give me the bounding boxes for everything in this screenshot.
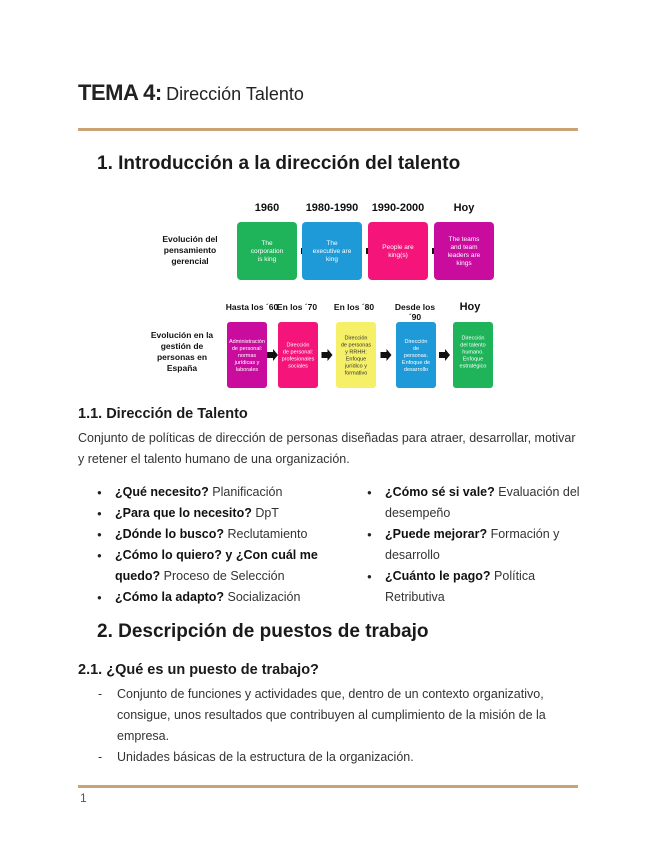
arrow-icon — [322, 349, 333, 361]
row-1-year: 1980-1990 — [305, 202, 359, 214]
list-item: ● ¿Dónde lo busco? Reclutamiento — [97, 524, 322, 545]
row-1-box-text: The corporation is king — [250, 240, 284, 263]
row-2-year: En los ´70 — [276, 302, 318, 312]
row-1-year: 1960 — [254, 202, 280, 214]
row-2-box-text: Dirección de personas. Enfoque de desarrollo — [401, 339, 431, 373]
row-1-year: 1990-2000 — [371, 202, 425, 214]
list-item: ● ¿Para que lo necesito? DpT — [97, 503, 322, 524]
section-1-1-heading: 1.1. Dirección de Talento — [78, 406, 248, 422]
row-2-year: Hasta los ´60 — [225, 302, 279, 312]
arrow-icon — [267, 349, 278, 361]
list-item: ● ¿Qué necesito? Planificación — [97, 482, 322, 503]
row-2-year: En los ´80 — [333, 302, 375, 312]
talent-evolution-diagram — [150, 195, 510, 395]
job-definition-list — [78, 684, 588, 768]
list-item: ● ¿Cómo la adapto? Socialización — [97, 587, 322, 608]
row-1-label: Evolución del pensamiento gerencial — [162, 234, 218, 266]
row-2-box-text: Dirección de personal: profesionales sociales — [281, 342, 315, 370]
arrow-icon — [439, 349, 450, 361]
list-item: ● ¿Cómo sé si vale? Evaluación del desempeño — [367, 482, 582, 524]
list-item: ● ¿Cómo lo quiero? y ¿Con cuál me quedo? Proceso de Selección — [97, 545, 322, 587]
row-2-box-text: Dirección del talento humano. Enfoque estratégico — [459, 335, 487, 370]
row-1-box — [434, 222, 494, 280]
row-1-box-text: The executive are king — [312, 240, 352, 263]
row-1-year: Hoy — [453, 202, 475, 214]
list-item: - Unidades básicas de la estructura de la organización. — [78, 747, 588, 768]
talent-definition — [78, 428, 588, 470]
row-2-year: Desde los ´90 — [394, 302, 436, 322]
talent-definition-line-1: Conjunto de políticas de dirección de personas diseñadas para atraer, desarrollar, motivar — [78, 431, 576, 445]
page-header-title — [78, 80, 304, 106]
header-divider — [78, 128, 578, 131]
talent-definition-line-2: y retener el talento humano de una organización. — [78, 452, 350, 466]
section-2-heading: 2. Descripción de puestos de trabajo — [97, 621, 429, 642]
row-1-box — [368, 222, 428, 280]
page-number: 1 — [80, 791, 87, 805]
right-question-list — [367, 482, 582, 608]
row-1-box-text: The teams and team leaders are kings — [447, 236, 481, 267]
section-2-1-heading: 2.1. ¿Qué es un puesto de trabajo? — [78, 662, 319, 678]
list-item: - Conjunto de funciones y actividades que, dentro de un contexto organizativo, consigue, unos resultados que contribuyen al cumplimiento de la misión de la empresa. — [78, 684, 588, 747]
tema-name: Dirección Talento — [166, 84, 304, 104]
row-2-box-text: Administración de personal: normas jurídicas y laborales — [228, 339, 266, 373]
list-item: ● ¿Cuánto le pago? Política Retributiva — [367, 566, 582, 608]
arrow-icon — [381, 349, 392, 361]
footer-divider — [78, 785, 578, 788]
row-2-box-text: Dirección de personas y RRHH: Enfoque jurídico y formativo — [340, 335, 372, 377]
list-item: ● ¿Puede mejorar? Formación y desarrollo — [367, 524, 582, 566]
left-question-list — [97, 482, 322, 608]
section-1-heading: 1. Introducción a la dirección del talento — [97, 153, 461, 174]
row-1-box-text: People are king(s) — [382, 244, 414, 259]
tema-number: TEMA 4: — [78, 80, 162, 105]
row-2-year: Hoy — [459, 301, 481, 313]
row-2-label: Evolución en la gestión de personas en España — [150, 330, 214, 373]
